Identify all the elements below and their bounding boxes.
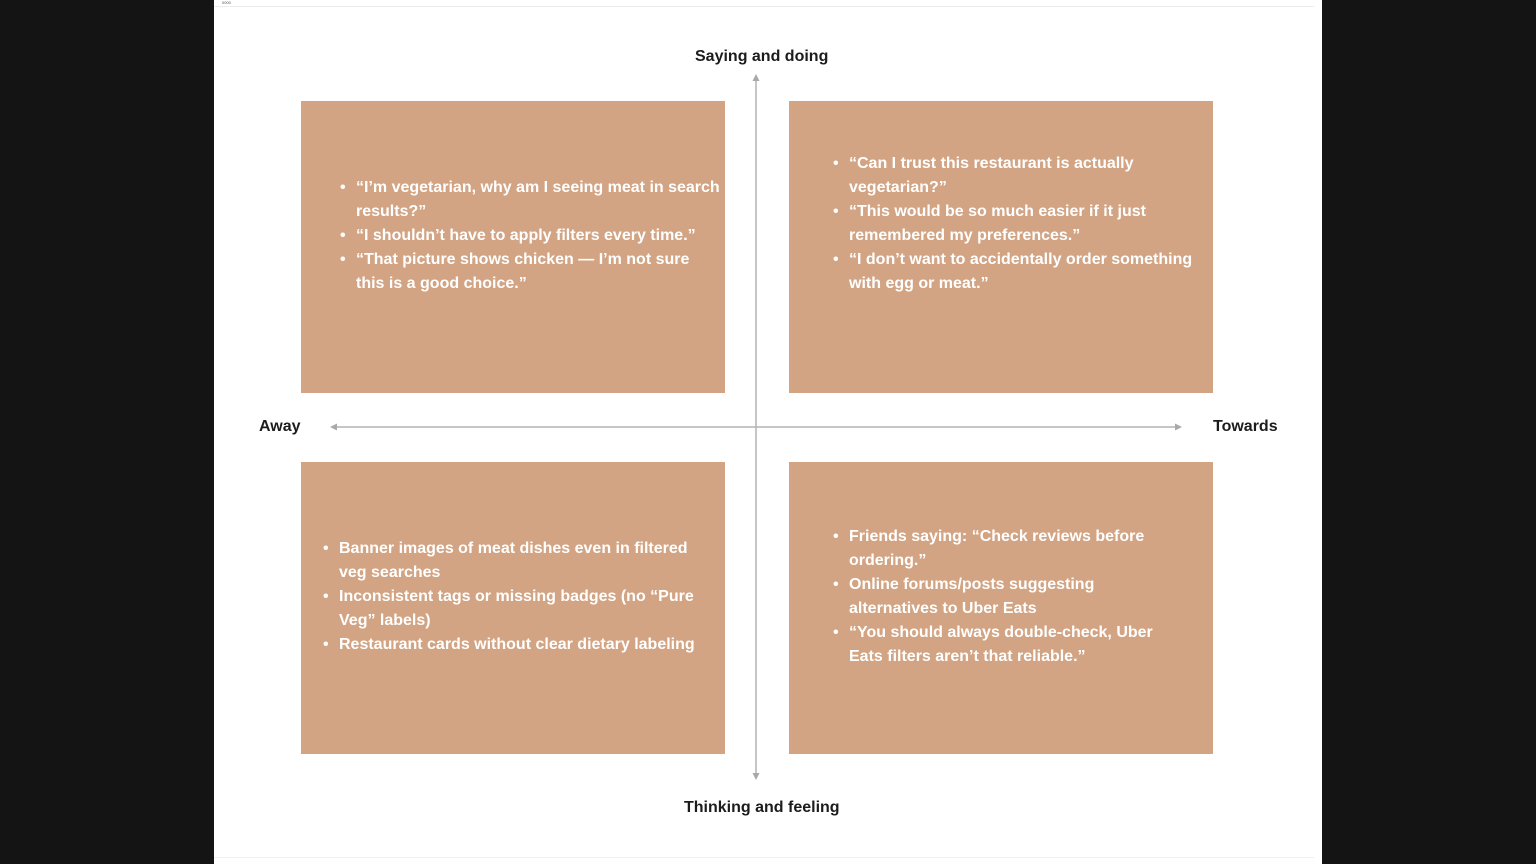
- bullet-dot: •: [833, 624, 839, 641]
- list-item-text: Banner images of meat dishes even in filtered veg searches: [339, 540, 688, 581]
- bullet-dot: •: [833, 576, 839, 593]
- bullet-dot: •: [340, 179, 346, 196]
- quadrant-list: [833, 525, 1173, 669]
- bullet-dot: •: [833, 528, 839, 545]
- list-item: [323, 537, 703, 585]
- quadrant-list: [323, 537, 703, 657]
- diagram-canvas: [214, 0, 1322, 864]
- bullet-dot: •: [323, 588, 329, 605]
- list-item: [833, 200, 1203, 248]
- bullet-dot: •: [833, 203, 839, 220]
- quadrant-list: [340, 176, 720, 296]
- horizontal-axis-arrow-left: [330, 424, 337, 431]
- list-item: [833, 621, 1173, 669]
- bullet-dot: •: [833, 251, 839, 268]
- canvas-corner-mark: 0000: [222, 0, 231, 5]
- list-item-text: “I shouldn’t have to apply filters every time.”: [356, 227, 696, 244]
- list-item-text: Friends saying: “Check reviews before ordering.”: [849, 528, 1145, 569]
- list-item: [340, 224, 720, 248]
- horizontal-axis-arrow-right: [1175, 424, 1182, 431]
- bullet-dot: •: [323, 540, 329, 557]
- list-item-text: “Can I trust this restaurant is actually vegetarian?”: [849, 155, 1134, 196]
- axis-label-away: Away: [259, 418, 301, 435]
- quadrant-card-thinking-away: [301, 462, 725, 754]
- axis-label-towards: Towards: [1213, 418, 1278, 435]
- list-item-text: “I’m vegetarian, why am I seeing meat in search results?”: [356, 179, 720, 220]
- list-item-text: “That picture shows chicken — I’m not sure this is a good choice.”: [356, 251, 690, 292]
- list-item: [340, 248, 720, 296]
- bullet-dot: •: [323, 636, 329, 653]
- quadrant-list: [833, 152, 1203, 296]
- axis-label-thinking-feeling: Thinking and feeling: [684, 799, 840, 816]
- list-item-text: Inconsistent tags or missing badges (no “Pure Veg” labels): [339, 588, 694, 629]
- list-item-text: “This would be so much easier if it just remembered my preferences.”: [849, 203, 1146, 244]
- list-item: [323, 633, 703, 657]
- axis-label-saying-doing: Saying and doing: [695, 48, 829, 65]
- list-item: [833, 573, 1173, 621]
- list-item-text: Restaurant cards without clear dietary labeling: [339, 636, 695, 653]
- vertical-axis-arrow-up: [753, 74, 760, 81]
- list-item-text: “You should always double-check, Uber Eats filters aren’t that reliable.”: [849, 624, 1153, 665]
- list-item-text: “I don’t want to accidentally order something with egg or meat.”: [849, 251, 1193, 292]
- bullet-dot: •: [340, 227, 346, 244]
- list-item: [833, 248, 1203, 296]
- list-item-text: Online forums/posts suggesting alternatives to Uber Eats: [849, 576, 1095, 617]
- bullet-dot: •: [340, 251, 346, 268]
- list-item: [340, 176, 720, 224]
- vertical-axis-arrow-down: [753, 773, 760, 780]
- bullet-dot: •: [833, 155, 839, 172]
- quadrant-card-saying-towards: [789, 101, 1213, 393]
- quadrant-card-thinking-towards: [789, 462, 1213, 754]
- quadrant-card-saying-away: [301, 101, 725, 393]
- list-item: [833, 525, 1173, 573]
- list-item: [323, 585, 703, 633]
- list-item: [833, 152, 1203, 200]
